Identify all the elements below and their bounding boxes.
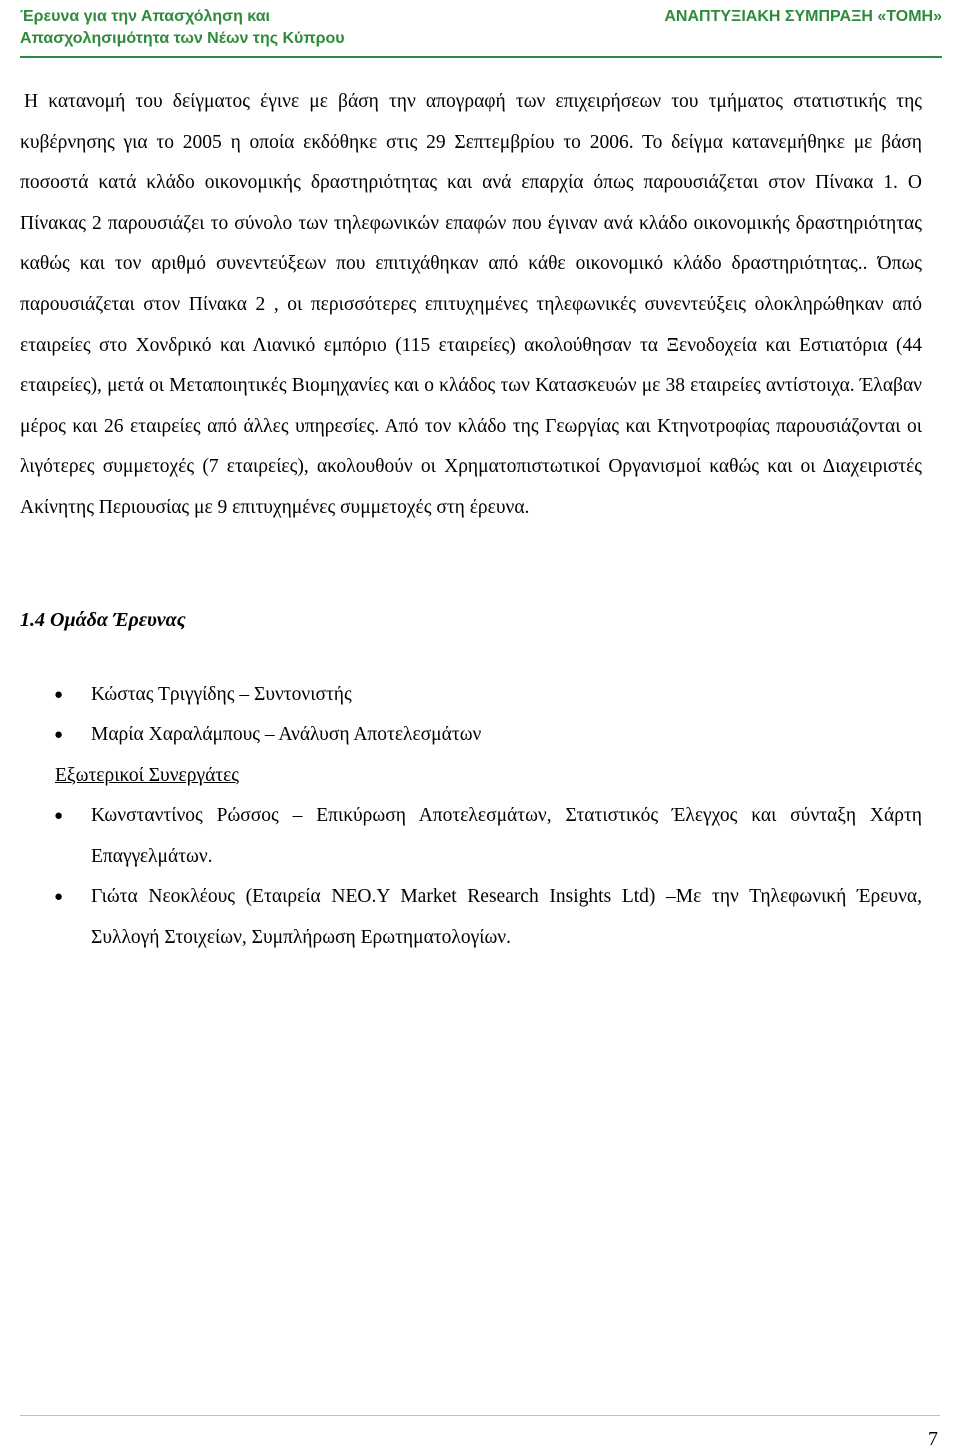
external-collaborators-heading: Εξωτερικοί Συνεργάτες xyxy=(55,764,240,786)
footer-divider xyxy=(20,1415,940,1416)
list-item xyxy=(20,796,922,877)
bullet-icon: ● xyxy=(54,889,64,906)
header-title-line2: Απασχολησιμότητα των Νέων της Κύπρου xyxy=(20,30,345,47)
external-list xyxy=(20,796,922,958)
bullet-icon: ● xyxy=(54,808,64,825)
list-item xyxy=(20,877,922,958)
header-title-line1: Έρευνα για την Απασχόληση και xyxy=(20,8,270,25)
bullet-icon: ● xyxy=(54,727,64,744)
list-item xyxy=(20,715,922,756)
list-item xyxy=(20,675,922,716)
bullet-icon: ● xyxy=(54,686,64,703)
header-title xyxy=(20,6,345,50)
external-collaborator: Γιώτα Νεοκλέους (Εταιρεία ΝΕΟ.Υ Market Research Insights Ltd) –Με την Τηλεφωνική Έρευνα, Συλλογή Στοιχείων, Συμπλήρωση Ερωτηματολογίων. xyxy=(91,886,922,948)
page-number: 7 xyxy=(928,1428,938,1450)
page-header xyxy=(20,6,942,56)
external-collaborator: Κωνσταντίνος Ρώσσος – Επικύρωση Αποτελεσμάτων, Στατιστικός Έλεγχος και σύνταξη Χάρτη Επαγγελμάτων. xyxy=(91,805,922,867)
header-organization: ΑΝΑΠΤΥΞΙΑΚΗ ΣΥΜΠΡΑΞΗ «ΤΟΜΗ» xyxy=(664,8,942,25)
team-member: Μαρία Χαραλάμπους – Ανάλυση Αποτελεσμάτων xyxy=(91,724,482,746)
section-title: 1.4 Ομάδα Έρευνας xyxy=(20,608,186,631)
page-content xyxy=(20,82,922,958)
team-member: Κώστας Τριγγίδης – Συντονιστής xyxy=(91,683,352,705)
body-paragraph: Η κατανομή του δείγματος έγινε με βάση την απογραφή των επιχειρήσεων του τμήματος στατιστικής της κυβέρνησης για το 2005 η οποία εκδόθηκε στις 29 Σεπτεμβρίου το 2006. Το δείγμα κατανεμήθηκε με βάση ποσοστά κατά κλάδο οικονομικής δραστηριότητας και ανά επαρχία όπως παρουσιάζεται στον Πίνακα 1. Ο Πίνακας 2 παρουσιάζει το σύνολο των τηλεφωνικών επαφών που έγιναν ανά κλάδο οικονομικής δραστηριότητας καθώς και τον αριθμό συνεντεύξεων που επιτιχάθηκαν από κάθε οικονομικό κλάδο δραστηριότητας.. Όπως παρουσιάζεται στον Πίνακα 2 , οι περισσότερες επιτυχημένες τηλεφωνικές συνεντεύξεις ολοκληρώθηκαν από εταιρείες στο Χονδρικό και Λιανικό εμπόριο (115 εταιρείες) ακολούθησαν τα Ξενοδοχεία και Εστιατόρια (44 εταιρείες), μετά οι Μεταποιητικές Βιομηχανίες και ο κλάδος των Κατασκευών με 38 εταιρείες αντίστοιχα. Έλαβαν μέρος και 26 εταιρείες από άλλες υπηρεσίες. Από τον κλάδο της Γεωργίας και Κτηνοτροφίας παρουσιάζονται οι λιγότερες συμμετοχές (7 εταιρείες), ακολουθούν οι Χρηματοπιστωτικοί Οργανισμοί καθώς και οι Διαχειριστές Ακίνητης Περιουσίας με 9 επιτυχημένες συμμετοχές στη έρευνα. xyxy=(20,91,922,518)
team-list xyxy=(20,675,922,756)
header-divider xyxy=(20,56,942,58)
